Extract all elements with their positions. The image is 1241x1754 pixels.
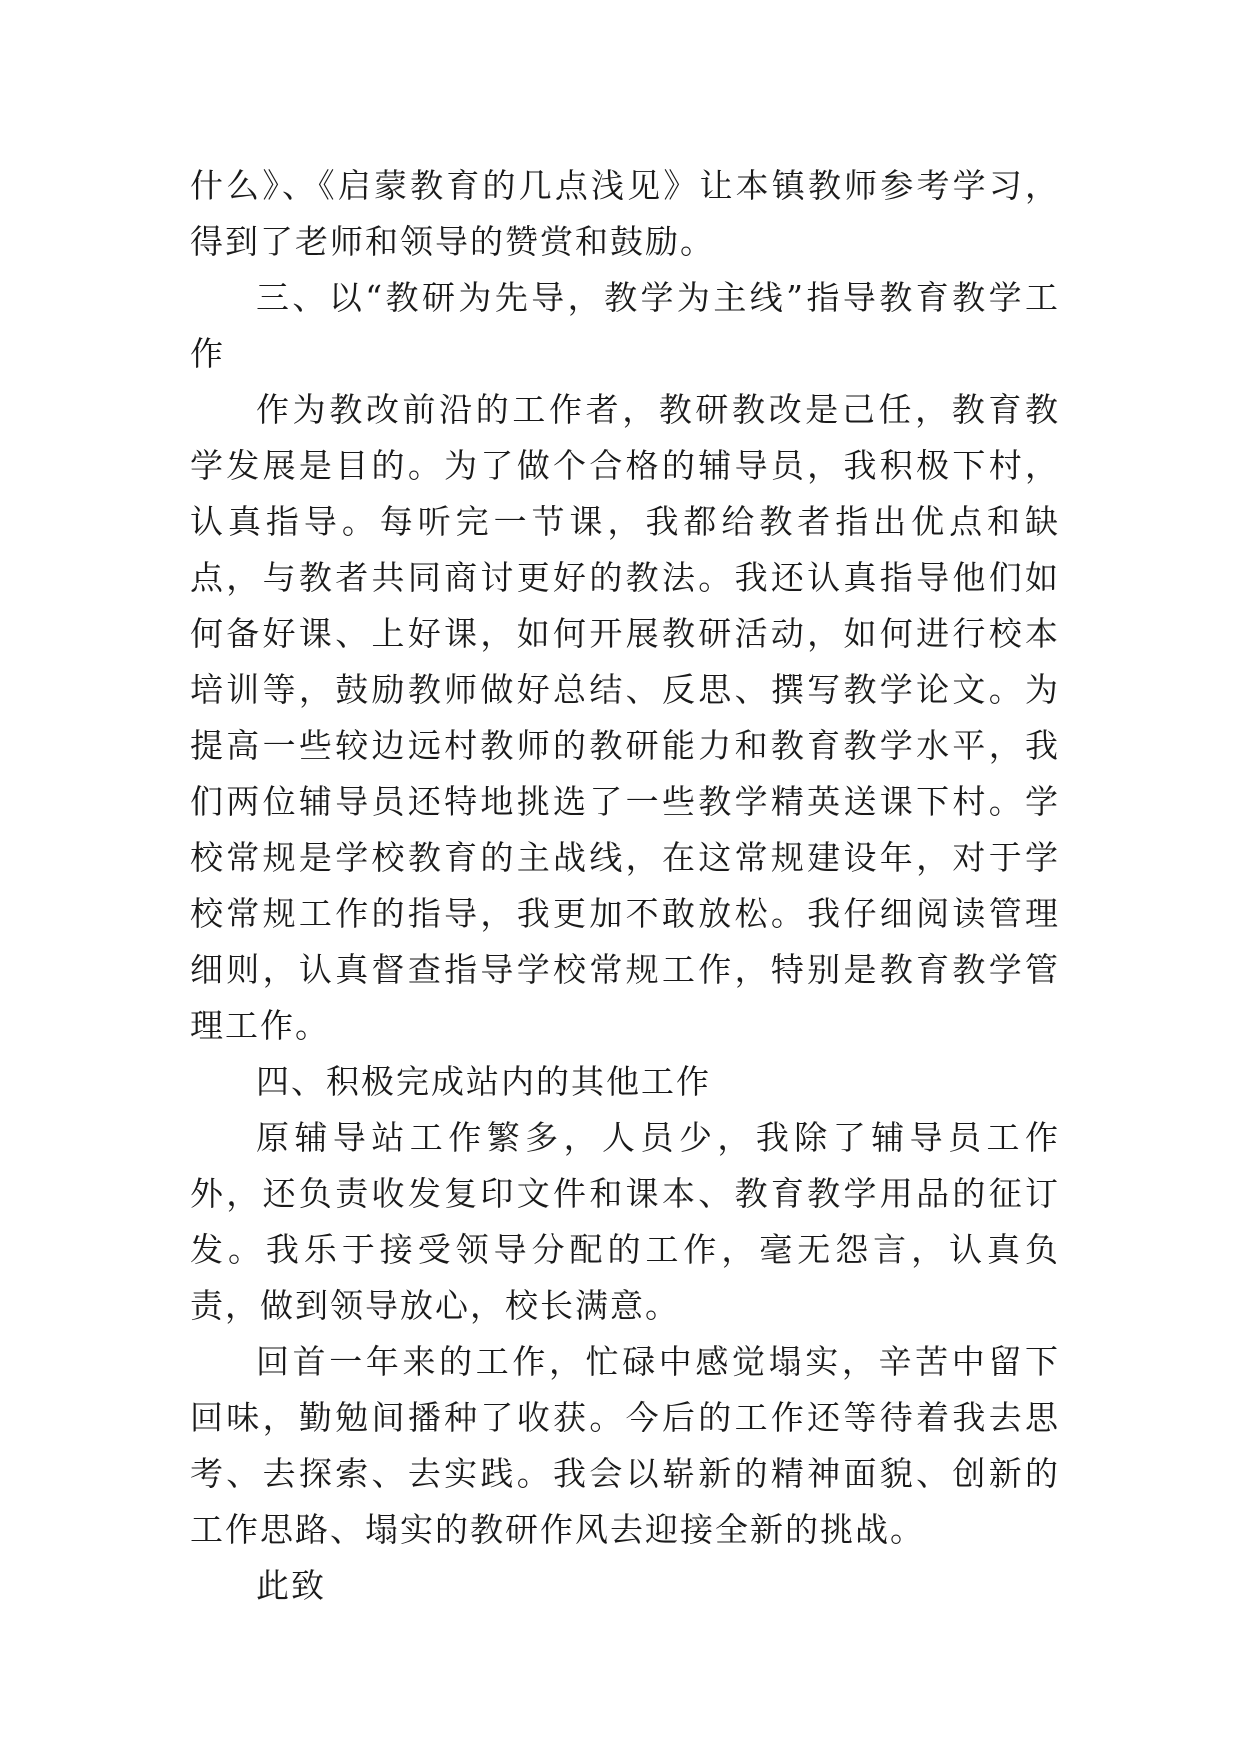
paragraph-continuation: 什么》、《启蒙教育的几点浅见》让本镇教师参考学习，得到了老师和领导的赞赏和鼓励。 [190,166,1060,261]
closing-salutation: 此致 [256,1566,326,1605]
paragraph-other-work: 原辅导站工作繁多，人员少，我除了辅导员工作外，还负责收发复印文件和课本、教育教学用品的征订发。我乐于接受领导分配的工作，毫无怨言，认真负责，做到领导放心，校长满意。 [190,1118,1060,1325]
section-heading-four: 四、积极完成站内的其他工作 [256,1062,711,1101]
paragraph-reflection: 回首一年来的工作，忙碌中感觉塌实，辛苦中留下回味，勤勉间播种了收获。今后的工作还等待着我去思考、去探索、去实践。我会以崭新的精神面貌、创新的工作思路、塌实的教研作风去迎接全新的挑战。 [190,1342,1060,1549]
document-body [190,158,1060,1614]
paragraph-teaching-guidance: 作为教改前沿的工作者，教研教改是己任，教育教学发展是目的。为了做个合格的辅导员，我积极下村，认真指导。每听完一节课，我都给教者指出优点和缺点，与教者共同商讨更好的教法。我还认真指导他们如何备好课、上好课，如何开展教研活动，如何进行校本培训等，鼓励教师做好总结、反思、撰写教学论文。为提高一些较边远村教师的教研能力和教育教学水平，我们两位辅导员还特地挑选了一些教学精英送课下村。学校常规是学校教育的主战线，在这常规建设年，对于学校常规工作的指导，我更加不敢放松。我仔细阅读管理细则，认真督查指导学校常规工作，特别是教育教学管理工作。 [190,390,1060,1045]
section-heading-three: 三、以“教研为先导，教学为主线”指导教育教学工作 [190,278,1060,373]
